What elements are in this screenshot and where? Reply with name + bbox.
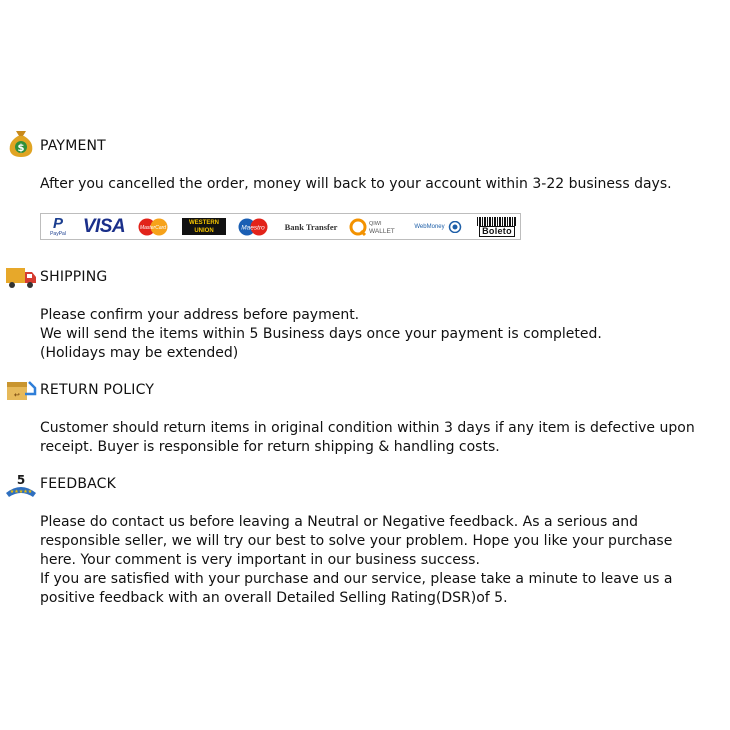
feedback-heading: FEEDBACK	[40, 476, 117, 492]
svg-text:WALLET: WALLET	[369, 227, 395, 235]
return-policy-line: receipt. Buyer is responsible for return shipping & handling costs.	[40, 439, 500, 455]
payment-text	[40, 175, 724, 194]
five-star-badge-icon	[5, 471, 37, 501]
svg-text:$: $	[17, 143, 25, 154]
feedback-line: Please do contact us before leaving a Neutral or Negative feedback. As a serious and	[40, 514, 639, 530]
feedback-line: responsible seller, we will try our best to solve your problem. Hope you like your purchase	[40, 533, 673, 549]
qiwi-wallet-logo	[349, 214, 401, 239]
western-union-logo: WESTERN UNION	[181, 214, 227, 239]
svg-text:5: 5	[16, 473, 26, 487]
return-policy-line: Customer should return items in original condition within 3 days if any item is defective upon	[40, 420, 695, 436]
payment-heading: PAYMENT	[40, 138, 106, 154]
svg-text:↩: ↩	[14, 391, 20, 399]
svg-text:Maestro: Maestro	[241, 224, 265, 231]
feedback-line: If you are satisfied with your purchase and our service, please take a minute to leave us a	[40, 571, 673, 587]
shipping-line: We will send the items within 5 Business days once your payment is completed.	[40, 326, 602, 342]
shipping-line: Please confirm your address before payment.	[40, 307, 360, 323]
svg-text:★★★★★: ★★★★★	[9, 489, 33, 495]
bank-transfer-logo: Bank Transfer	[284, 221, 338, 232]
feedback-text	[40, 513, 724, 608]
payment-line: After you cancelled the order, money will back to your account within 3-22 business days.	[40, 176, 672, 192]
feedback-line: positive feedback with an overall Detailed Selling Rating(DSR)of 5.	[40, 590, 508, 606]
shipping-heading: SHIPPING	[40, 269, 108, 285]
money-bag-icon	[5, 128, 37, 158]
delivery-truck-icon	[5, 262, 37, 292]
webmoney-logo: WebMoney	[409, 214, 467, 239]
return-policy-text	[40, 419, 724, 457]
return-policy-heading: RETURN POLICY	[40, 382, 155, 398]
paypal-logo: P PayPal	[50, 214, 66, 237]
payment-methods-strip	[40, 213, 521, 240]
shipping-line: (Holidays may be extended)	[40, 345, 239, 361]
svg-text:MasterCard: MasterCard	[139, 224, 167, 231]
visa-logo: VISA	[82, 215, 126, 237]
svg-text:QIWI: QIWI	[369, 220, 382, 227]
boleto-logo: Boleto	[475, 214, 519, 239]
return-box-icon	[5, 376, 37, 406]
feedback-line: here. Your comment is very important in our business success.	[40, 552, 480, 568]
maestro-logo	[234, 214, 272, 239]
mastercard-logo	[135, 214, 171, 239]
shipping-text	[40, 306, 724, 363]
